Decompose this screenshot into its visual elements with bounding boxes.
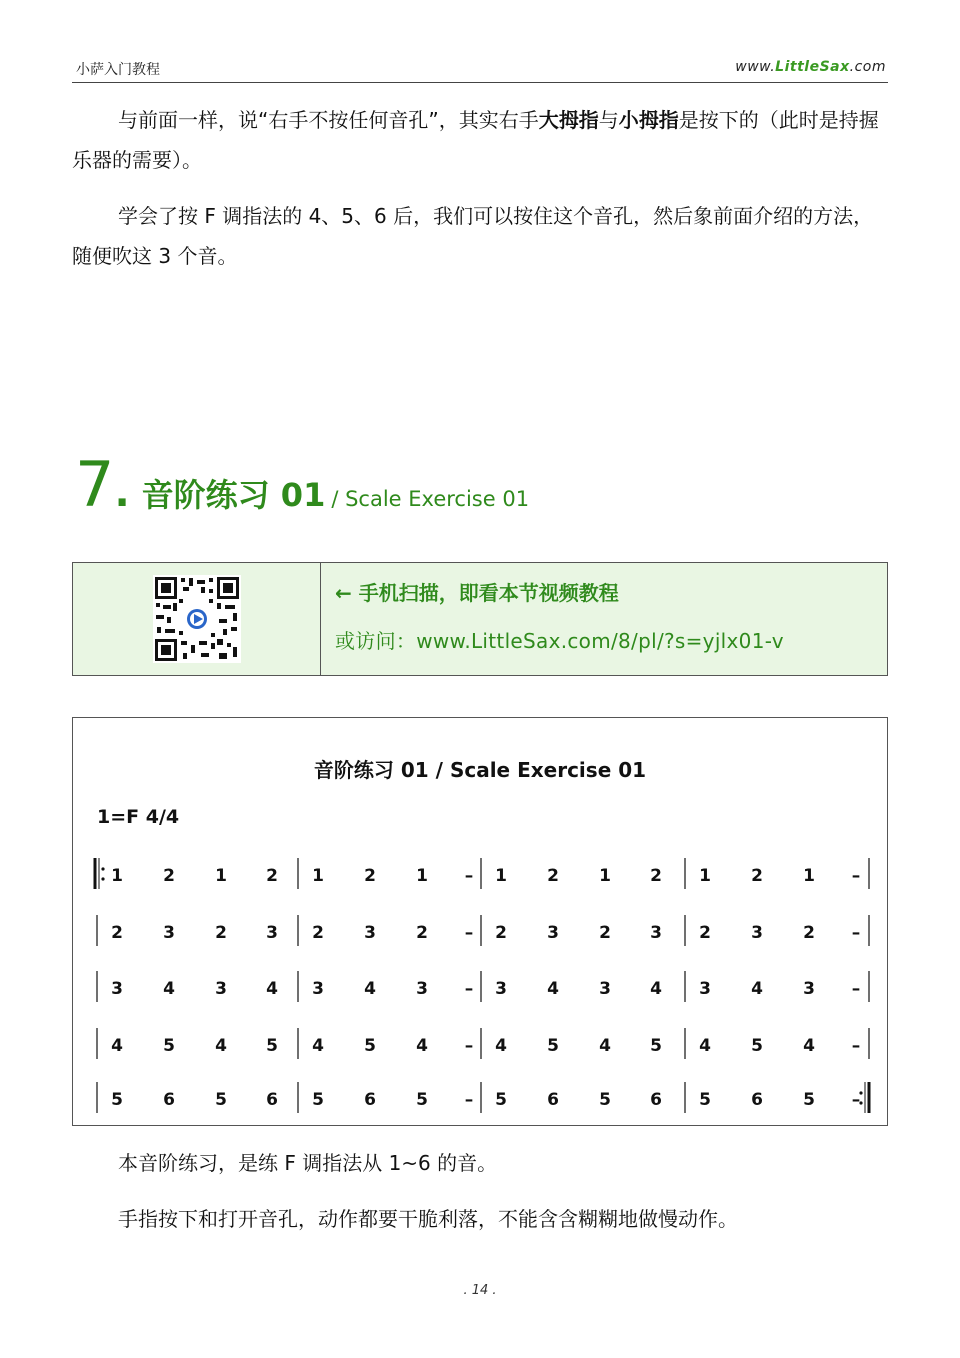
score-dash: –: [851, 866, 861, 886]
score-note: 5: [163, 1036, 175, 1056]
score-note: 2: [416, 923, 428, 943]
score-dash: –: [464, 923, 474, 943]
score-note: 2: [650, 866, 662, 886]
section-title-en: / Scale Exercise 01: [331, 487, 530, 511]
score-note: 2: [599, 923, 611, 943]
score-note: 1: [416, 866, 428, 886]
score-note: 3: [364, 923, 376, 943]
intro-paragraph-1: [72, 100, 890, 180]
score-note: 3: [215, 979, 227, 999]
score-note: 4: [111, 1036, 123, 1056]
score-dash: –: [851, 1036, 861, 1056]
score-note: 5: [599, 1090, 611, 1110]
score-note: 2: [215, 923, 227, 943]
score-note: 3: [547, 923, 559, 943]
repeat-start-dot: [101, 877, 104, 880]
score-dash: –: [464, 866, 474, 886]
intro-paragraph-2: [72, 196, 890, 276]
score-note: 1: [495, 866, 507, 886]
score-note: 2: [163, 866, 175, 886]
score-note: 5: [312, 1090, 324, 1110]
header-left: 小萨入门教程: [76, 62, 160, 78]
score-note: 3: [266, 923, 278, 943]
score-note: 4: [650, 979, 662, 999]
score-staff: [73, 718, 887, 1125]
score-note: 3: [751, 923, 763, 943]
header-divider: [72, 82, 888, 83]
score-note: 6: [751, 1090, 763, 1110]
score-note: 3: [803, 979, 815, 999]
score-dash: –: [464, 979, 474, 999]
score-note: 5: [111, 1090, 123, 1110]
score-note: 4: [547, 979, 559, 999]
score-title: 音阶练习 01 / Scale Exercise 01: [313, 758, 647, 782]
intro-p1-mid: 与: [598, 108, 619, 132]
video-link-box: [72, 562, 888, 676]
score-note: 4: [803, 1036, 815, 1056]
score-note: 5: [751, 1036, 763, 1056]
score-note: 5: [416, 1090, 428, 1110]
intro-p1-after: 是按下的（此时是持握乐器的需要）。: [72, 108, 879, 172]
score-note: 1: [699, 866, 711, 886]
score-note: 2: [803, 923, 815, 943]
score-note: 4: [416, 1036, 428, 1056]
score-note: 3: [495, 979, 507, 999]
score-note: 4: [599, 1036, 611, 1056]
note-paragraph-1: 本音阶练习，是练 F 调指法从 1~6 的音。: [118, 1151, 498, 1175]
score-note: 2: [751, 866, 763, 886]
video-url-link[interactable]: 或访问：www.LittleSax.com/8/pl/?s=yjlx01-v: [335, 629, 784, 653]
score-note: 4: [266, 979, 278, 999]
section-dot: .: [114, 470, 130, 516]
score-note: 6: [547, 1090, 559, 1110]
score-note: 3: [599, 979, 611, 999]
site-brand: LittleSax: [775, 59, 850, 75]
score-note: 3: [312, 979, 324, 999]
score-note: 4: [163, 979, 175, 999]
score-note: 2: [266, 866, 278, 886]
score-note: 4: [364, 979, 376, 999]
score-note: 2: [547, 866, 559, 886]
score-note: 4: [312, 1036, 324, 1056]
score-note: 5: [650, 1036, 662, 1056]
score-note: 5: [547, 1036, 559, 1056]
score-dash: –: [851, 979, 861, 999]
scan-instruction: ← 手机扫描，即看本节视频教程: [335, 581, 619, 605]
score-note: 1: [599, 866, 611, 886]
score-note: 4: [215, 1036, 227, 1056]
intro-p2-text: 学会了按 F 调指法的 4、5、6 后，我们可以按住这个音孔，然后象前面介绍的方法，随便吹这 3 个音。: [72, 204, 874, 268]
score-dash: –: [464, 1036, 474, 1056]
intro-p1-bold-thumb: 大拇指: [538, 108, 599, 132]
repeat-start-dot: [101, 867, 104, 870]
score-note: 2: [111, 923, 123, 943]
score-note: 3: [416, 979, 428, 999]
score-note: 5: [803, 1090, 815, 1110]
score-note: 5: [364, 1036, 376, 1056]
score-note: 4: [751, 979, 763, 999]
score-note: 3: [650, 923, 662, 943]
score-note: 2: [495, 923, 507, 943]
intro-p1-bold-pinky: 小拇指: [618, 108, 679, 132]
site-prefix: www.: [735, 59, 776, 75]
score-note: 1: [111, 866, 123, 886]
score-note: 5: [495, 1090, 507, 1110]
score-note: 4: [495, 1036, 507, 1056]
score-note: 5: [266, 1036, 278, 1056]
score-note: 6: [266, 1090, 278, 1110]
score-note: 3: [163, 923, 175, 943]
score-note: 6: [650, 1090, 662, 1110]
note-paragraph-2: 手指按下和打开音孔，动作都要干脆利落，不能含含糊糊地做慢动作。: [118, 1207, 738, 1231]
section-title-cn: 音阶练习 01: [141, 476, 326, 514]
score-box: [72, 717, 888, 1126]
page-number: . 14 .: [463, 1283, 497, 1298]
intro-p1-before: 与前面一样，说“右手不按任何音孔”，其实右手: [118, 108, 539, 132]
qr-cell: [73, 563, 321, 675]
score-note: 4: [699, 1036, 711, 1056]
site-suffix: .com: [849, 59, 886, 75]
section-heading: [75, 448, 529, 521]
score-dash: –: [851, 1090, 861, 1110]
header-site[interactable]: [735, 59, 886, 75]
qr-code-icon[interactable]: [153, 575, 241, 663]
score-note: 6: [163, 1090, 175, 1110]
score-note: 3: [111, 979, 123, 999]
score-note: 2: [699, 923, 711, 943]
score-note: 3: [699, 979, 711, 999]
score-dash: –: [851, 923, 861, 943]
score-note: 5: [699, 1090, 711, 1110]
score-note: 1: [803, 866, 815, 886]
score-note: 1: [215, 866, 227, 886]
score-note: 6: [364, 1090, 376, 1110]
score-dash: –: [464, 1090, 474, 1110]
score-note: 1: [312, 866, 324, 886]
score-key-signature: 1=F 4/4: [97, 806, 180, 828]
score-note: 2: [364, 866, 376, 886]
score-note: 5: [215, 1090, 227, 1110]
score-note: 2: [312, 923, 324, 943]
section-number: 7: [75, 448, 115, 521]
